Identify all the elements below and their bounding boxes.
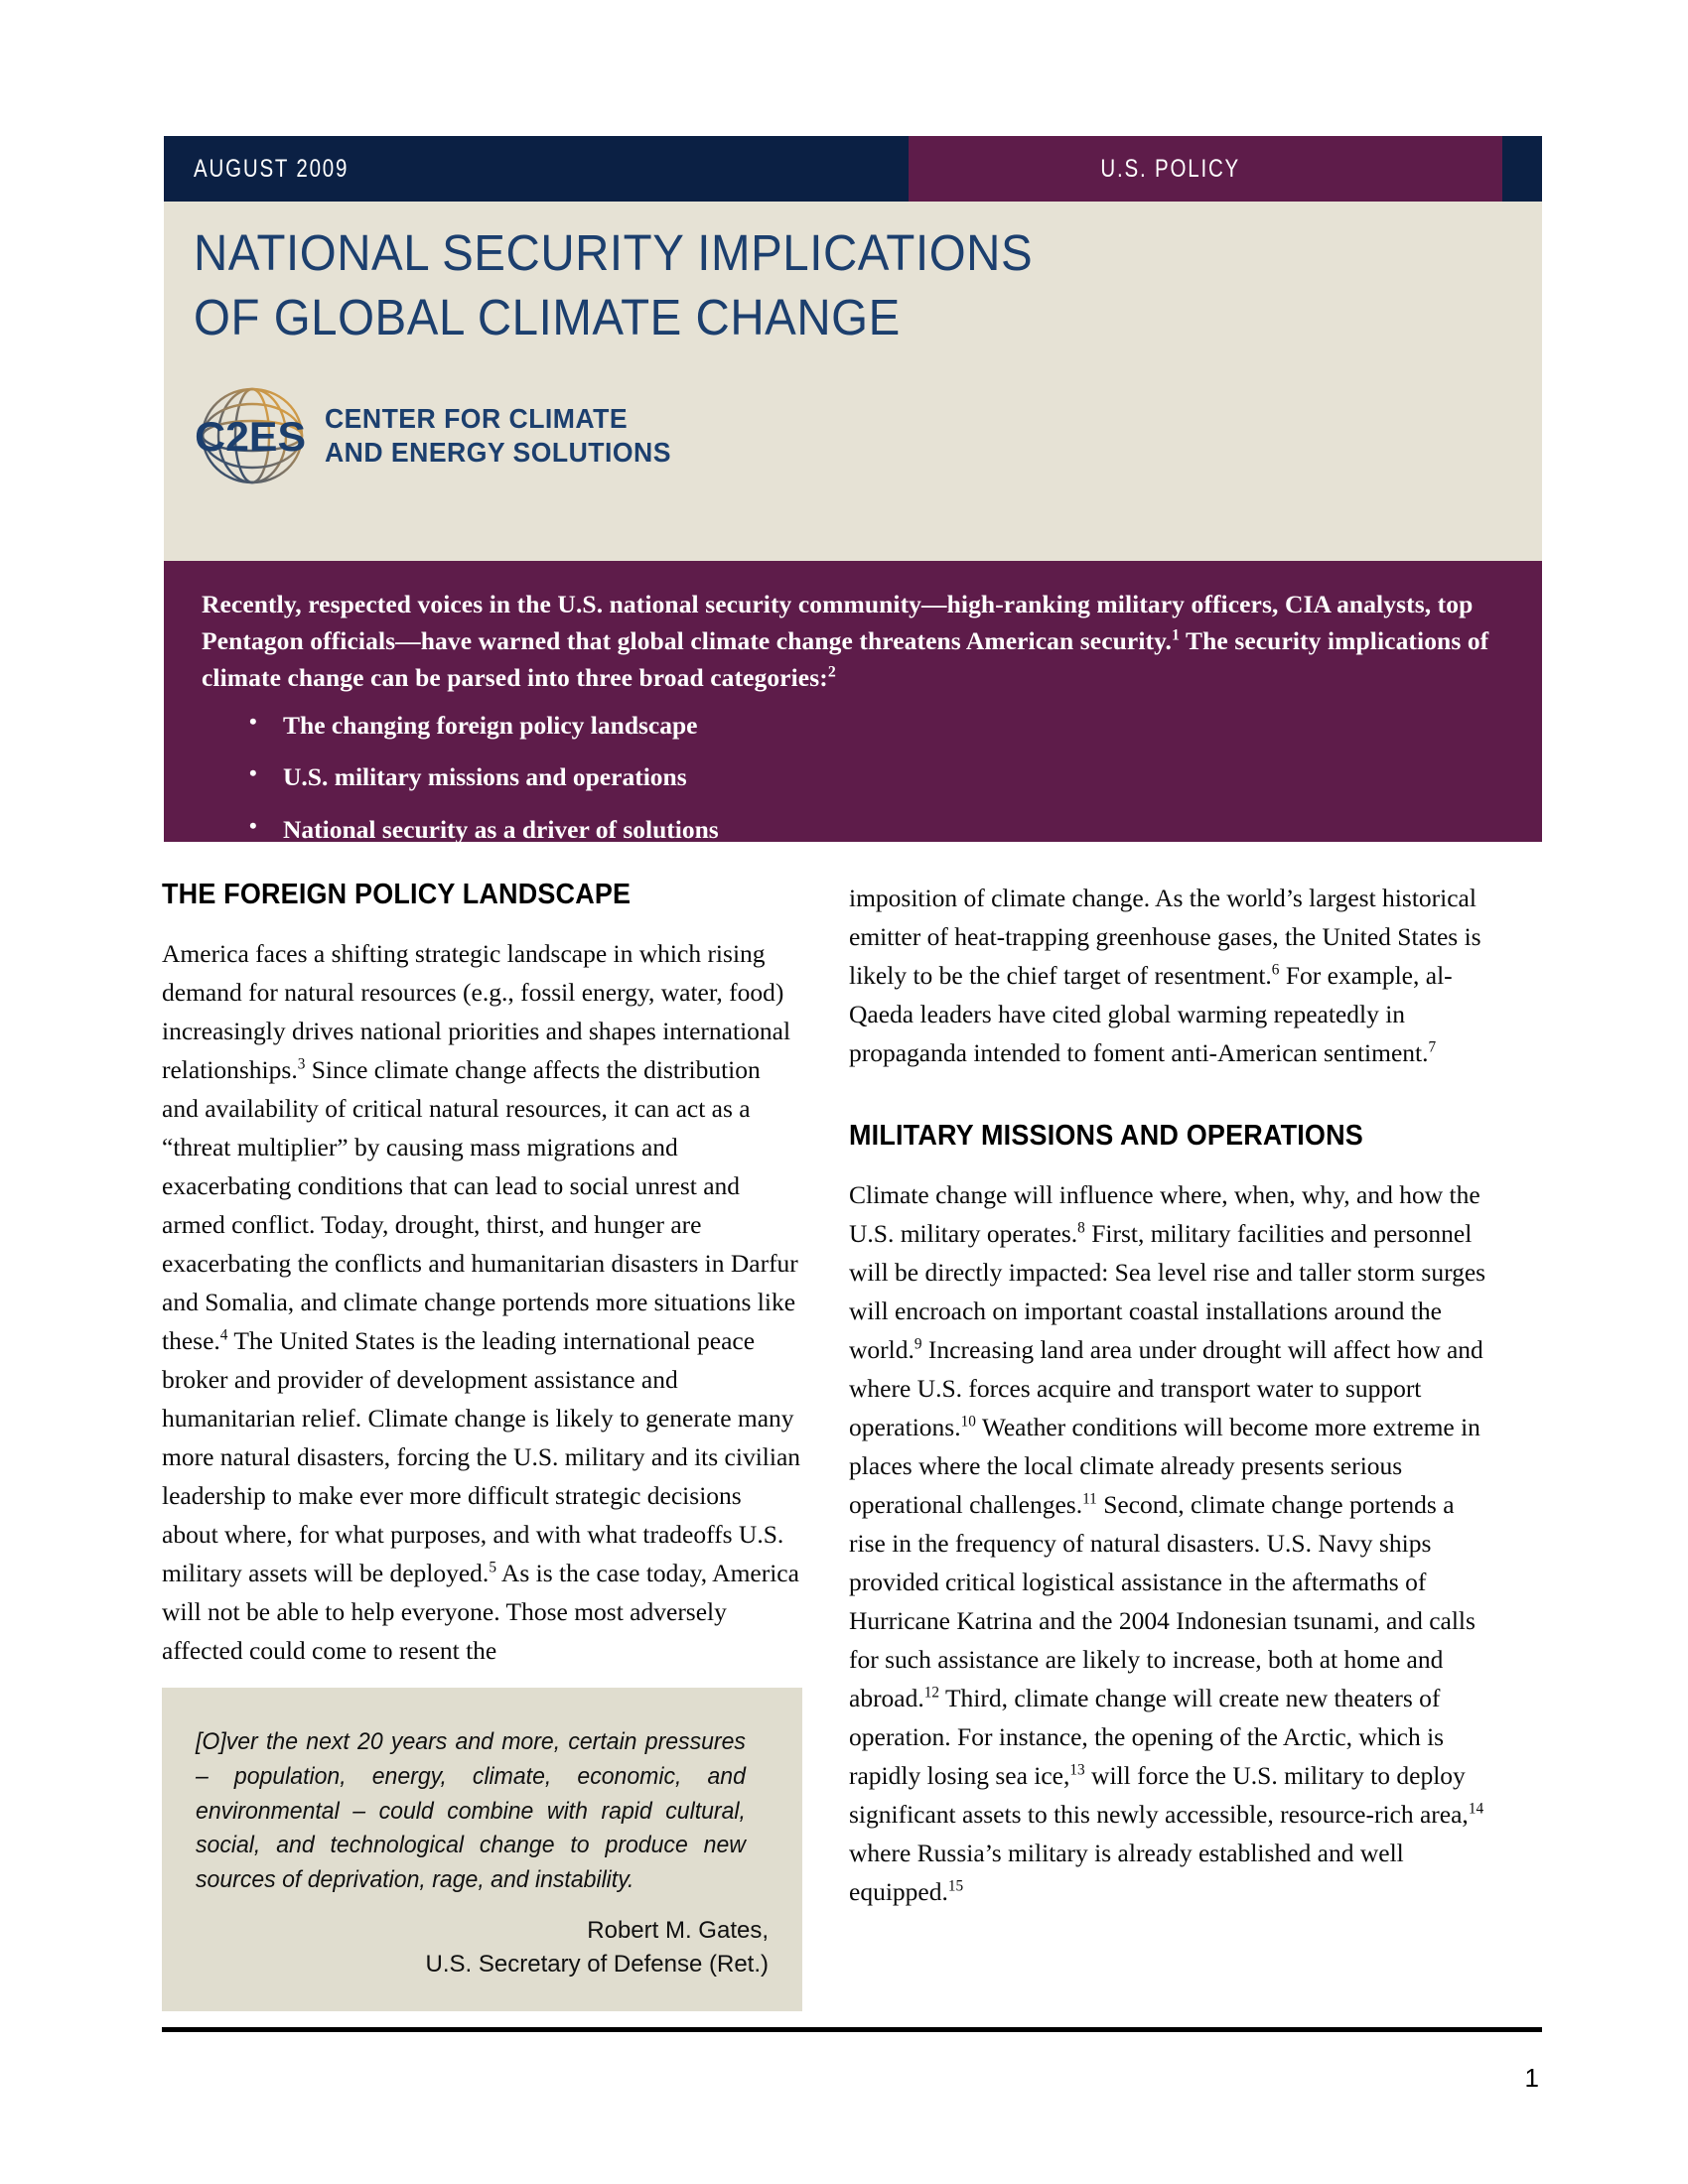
- title-block: [164, 202, 1542, 561]
- summary-callout: [164, 561, 1542, 842]
- body-paragraph-foreign-policy: [162, 934, 802, 1670]
- organization-name: [325, 402, 671, 470]
- callout-bullet-list: [202, 710, 1504, 844]
- text-part: where Russia’s military is already established and well equipped.: [849, 1839, 1404, 1906]
- section-heading-foreign-policy: THE FOREIGN POLICY LANDSCAPE: [162, 879, 632, 910]
- page-title-line-1: NATIONAL SECURITY IMPLICATIONS: [194, 224, 1034, 281]
- list-item: • U.S. military missions and operations: [202, 764, 1504, 790]
- text-part: Weather conditions will become more extreme in places where the local climate already presents serious operational challenges.: [849, 1413, 1480, 1519]
- text-part: Since climate change affects the distribution and availability of critical natural resources, it can act as a “threat multiplier” by causing mass migrations and exacerbating conditions that can lead to social unrest and armed conflict. Today, drought, thirst, and hunger are exacerbating the conflicts and humanitarian disasters in Darfur and Somalia, and climate change portends more situations like these.: [162, 1055, 798, 1355]
- pull-quote-author-title: U.S. Secretary of Defense (Ret.): [425, 1951, 769, 1979]
- pull-quote-text: [O]ver the next 20 years and more, certain pressures – population, energy, climate, economic, and environmental – could combine with rapid cultural, social, and technological change to produce new sources of deprivation, rage, and instability.: [196, 1728, 746, 1894]
- publication-date: AUGUST 2009: [194, 154, 350, 183]
- page-title: [194, 221, 1302, 350]
- callout-lead-text: [202, 587, 1504, 697]
- globe-icon: [194, 382, 311, 489]
- header-date-panel: [164, 136, 909, 202]
- pull-quote-box: [162, 1688, 802, 2011]
- footnote-ref-12: 12: [923, 1684, 940, 1702]
- publication-category: U.S. POLICY: [1100, 154, 1241, 183]
- footnote-ref-14: 14: [1468, 1800, 1484, 1818]
- callout-lead-part-2: The security implications of climate change can be parsed into three broad categories:: [202, 625, 1489, 692]
- text-part: For example, al-Qaeda leaders have cited global warming repeatedly in propaganda intended to foment anti-American sentiment.: [849, 961, 1453, 1067]
- text-part: As is the case today, America will not be able to help everyone. Those most adversely affected could come to resent the: [162, 1559, 799, 1665]
- organization-logo: [194, 382, 689, 489]
- section-heading-military-missions: MILITARY MISSIONS AND OPERATIONS: [849, 1120, 1363, 1152]
- list-item: • National security as a driver of solutions: [202, 817, 1504, 843]
- footnote-ref-11: 11: [1082, 1490, 1097, 1508]
- callout-lead-part-1: Recently, respected voices in the U.S. national security community—high-ranking military officers, CIA analysts, top Pentagon officials—have warned that global climate change threatens American security.: [202, 590, 1474, 655]
- header-end-cap: [1502, 136, 1542, 202]
- footnote-ref-9: 9: [914, 1335, 922, 1353]
- footnote-ref-10: 10: [960, 1413, 976, 1431]
- header-band: [164, 136, 1502, 202]
- pull-quote-attribution: [196, 1914, 769, 1981]
- organization-name-line-1: CENTER FOR CLIMATE: [325, 402, 629, 434]
- pull-quote-author: Robert M. Gates,: [587, 1916, 769, 1944]
- footnote-ref-8: 8: [1077, 1219, 1085, 1237]
- text-part: The United States is the leading international peace broker and provider of development assistance and humanitarian relief. Climate change is likely to generate many more natural disasters, forcing the U.S. military and its civilian leadership to make ever more difficult strategic decisions about where, for what purposes, and with what tradeoffs U.S. military assets will be deployed.: [162, 1326, 801, 1587]
- footnote-ref-4: 4: [219, 1326, 228, 1344]
- text-part: America faces a shifting strategic landscape in which rising demand for natural resources (e.g., fossil energy, water, food) increasingly drives national priorities and shapes international relationships.: [162, 939, 791, 1084]
- page-number: 1: [1524, 2063, 1539, 2093]
- left-column: [162, 879, 802, 1670]
- body-paragraph-continuation: [849, 879, 1489, 1072]
- header-kicker-panel: [909, 136, 1502, 202]
- footnote-ref-2: 2: [827, 663, 836, 681]
- footnote-ref-13: 13: [1069, 1761, 1085, 1779]
- page-title-line-2: OF GLOBAL CLIMATE CHANGE: [194, 288, 901, 345]
- text-part: Second, climate change portends a rise in the frequency of natural disasters. U.S. Navy ships provided critical logistical assistance in the aftermaths of Hurricane Katrina and the 2004 Indonesian tsunami, and calls for such assistance are likely to increase, both at home and abroad.: [849, 1490, 1476, 1712]
- footer-divider: [162, 2027, 1542, 2032]
- footnote-ref-1: 1: [1172, 626, 1181, 644]
- text-part: Climate change will influence where, when, why, and how the U.S. military operates.: [849, 1180, 1480, 1248]
- footnote-ref-5: 5: [489, 1559, 496, 1576]
- text-part: will force the U.S. military to deploy significant assets to this newly accessible, resource-rich area,: [849, 1761, 1469, 1829]
- footnote-ref-7: 7: [1428, 1038, 1437, 1056]
- right-column: [849, 879, 1489, 1911]
- footnote-ref-6: 6: [1271, 961, 1280, 979]
- svg-text:C2ES: C2ES: [195, 413, 307, 460]
- text-part: Third, climate change will create new theaters of operation. For instance, the opening of the Arctic, which is rapidly losing sea ice,: [849, 1684, 1445, 1790]
- text-part: Increasing land area under drought will affect how and where U.S. forces acquire and transport water to support operations.: [849, 1335, 1483, 1441]
- body-paragraph-military-missions: [849, 1175, 1489, 1911]
- text-part: imposition of climate change. As the world’s largest historical emitter of heat-trapping greenhouse gases, the United States is likely to be the chief target of resentment.: [849, 884, 1481, 990]
- text-part: First, military facilities and personnel will be directly impacted: Sea level rise and taller storm surges will encroach on important coastal installations around the world.: [849, 1219, 1486, 1364]
- organization-name-line-2: AND ENERGY SOLUTIONS: [325, 437, 671, 468]
- footnote-ref-15: 15: [947, 1877, 964, 1895]
- footnote-ref-3: 3: [297, 1055, 306, 1073]
- list-item: • The changing foreign policy landscape: [202, 713, 1504, 739]
